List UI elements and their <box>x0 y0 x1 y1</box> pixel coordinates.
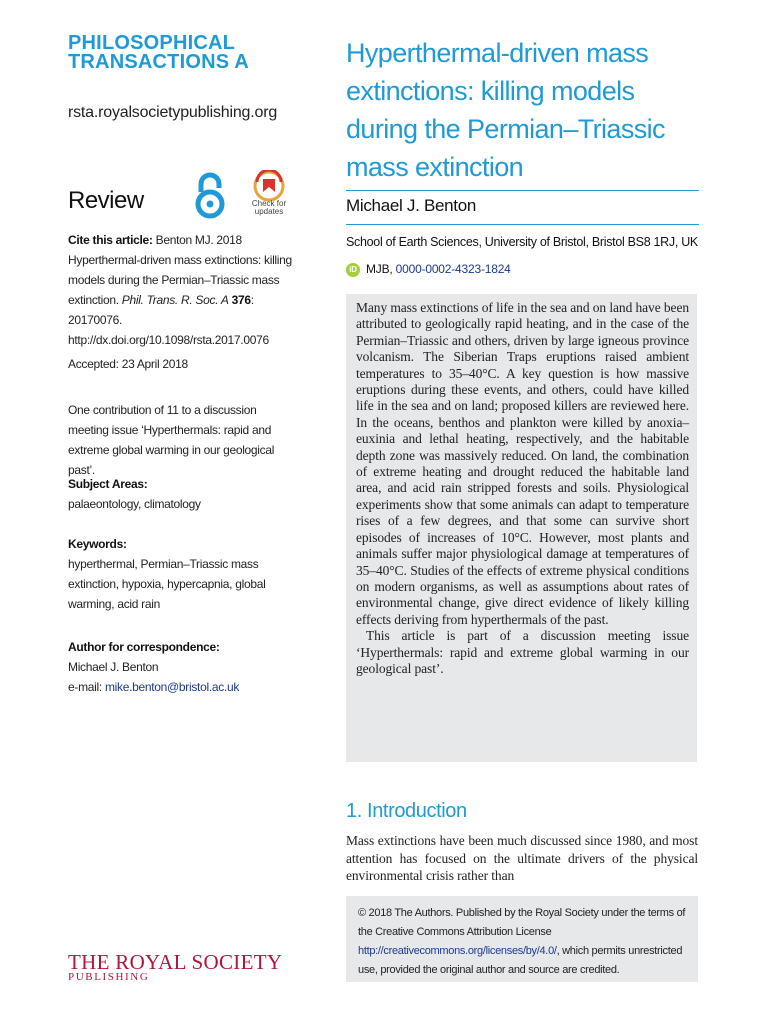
article-type: Review <box>68 187 144 214</box>
citation-doi[interactable]: http://dx.doi.org/10.1098/rsta.2017.0076 <box>68 333 269 347</box>
section-heading: 1. Introduction <box>346 800 467 822</box>
abstract-note: This article is part of a discussion meeting issue ‘Hyperthermals: rapid and extreme global warming in our geological past’. <box>356 628 689 676</box>
accepted-date: Accepted: 23 April 2018 <box>68 357 188 371</box>
subject-areas-value: palaeontology, climatology <box>68 497 201 511</box>
contribution-note: One contribution of 11 to a discussion meeting issue ‘Hyperthermals: rapid and extreme global warming in our geological past’. <box>68 403 275 477</box>
keywords-value: hyperthermal, Permian–Triassic mass extinction, hypoxia, hypercapnia, global warming, acid rain <box>68 557 266 611</box>
journal-name-line1: PHILOSOPHICAL <box>68 32 236 54</box>
open-access-icon <box>192 172 228 220</box>
publisher-logo-sub: PUBLISHING <box>68 971 150 983</box>
license-box <box>346 896 698 982</box>
citation-pages: : 20170076. <box>68 293 254 327</box>
license-text: © 2018 The Authors. Published by the Royal Society under the terms of the Creative Commons Attribution License <box>358 907 686 938</box>
citation-block <box>68 230 293 350</box>
abstract-box <box>346 294 697 762</box>
publisher-logo: THE ROYAL SOCIETY <box>68 950 283 974</box>
citation-text: Benton MJ. 2018 Hyperthermal-driven mass extinctions: killing models during the Permian–Triassic mass extinction. <box>68 233 292 307</box>
citation-label: Cite this article: <box>68 233 153 247</box>
journal-name-line2: TRANSACTIONS A <box>68 51 249 73</box>
subject-areas <box>68 474 293 514</box>
license-text-end: , which permits unrestricted use, provided the original author and source are credited. <box>358 945 683 976</box>
subject-areas-label: Subject Areas: <box>68 477 148 491</box>
orcid-id-link[interactable]: 0000-0002-4323-1824 <box>395 262 511 276</box>
intro-paragraph: Mass extinctions have been much discussed since 1980, and most attention has focused on the ultimate drivers of the physical environmental crisis rather than <box>346 833 698 883</box>
correspondence-name: Michael J. Benton <box>68 660 159 674</box>
journal-website[interactable]: rsta.royalsocietypublishing.org <box>68 104 278 121</box>
keywords-label: Keywords: <box>68 537 127 551</box>
check-for-updates-label[interactable]: Check for updates <box>251 199 287 216</box>
journal-name <box>68 34 318 72</box>
author-rule <box>346 224 699 225</box>
orcid-initials: MJB, <box>366 262 396 276</box>
orcid-icon: iD <box>346 263 360 277</box>
author-name: Michael J. Benton <box>346 196 477 215</box>
license-url[interactable]: http://creativecommons.org/licenses/by/4.0/ <box>358 945 557 957</box>
email-link[interactable]: mike.benton@bristol.ac.uk <box>104 680 240 694</box>
abstract-paragraph: Many mass extinctions of life in the sea and on land have been attributed to geologically rapid heating, and in the case of the Permian–Triassic and others, driven by large igneous province volcanism. The Siberian Traps eruptions raised ambient temperatures to 35–40°C. A key question is how massive eruptions during these events, and others, could have killed life in the sea and on land; proposed killers are reviewed here. In the oceans, benthos and plankton were killed by anoxia–euxinia and lethal heating, respectively, and the habitable depth zone was massively reduced. On land, the combination of extreme heating and drought reduced the habitable land area, and acid rain stripped forests and soils. Physiological experiments show that some animals can adapt to temperature rises of a few degrees, and that some can survive short episodes of increases of 10°C. However, most plants and animals suffer major physiological damage at temperatures of 35–40°C. Studies of the effects of extreme physical conditions on modern organisms, as well as assumptions about rates of environmental change, give direct evidence of likely killing effects deriving from hyperthermals of the past. <box>356 300 689 627</box>
article-title: Hyperthermal-driven mass extinctions: killing models during the Permian–Triassic mass extinction <box>346 38 665 182</box>
affiliation: School of Earth Sciences, University of Bristol, Bristol BS8 1RJ, UK <box>346 235 698 249</box>
citation-journal: Phil. Trans. R. Soc. A <box>121 293 229 307</box>
orcid-line <box>346 262 511 277</box>
citation-volume: 376 <box>231 293 251 307</box>
keywords <box>68 534 293 614</box>
title-rule <box>346 190 699 191</box>
correspondence-label: Author for correspondence: <box>68 640 220 654</box>
email-label: e-mail: <box>68 680 105 694</box>
correspondence <box>68 637 293 697</box>
